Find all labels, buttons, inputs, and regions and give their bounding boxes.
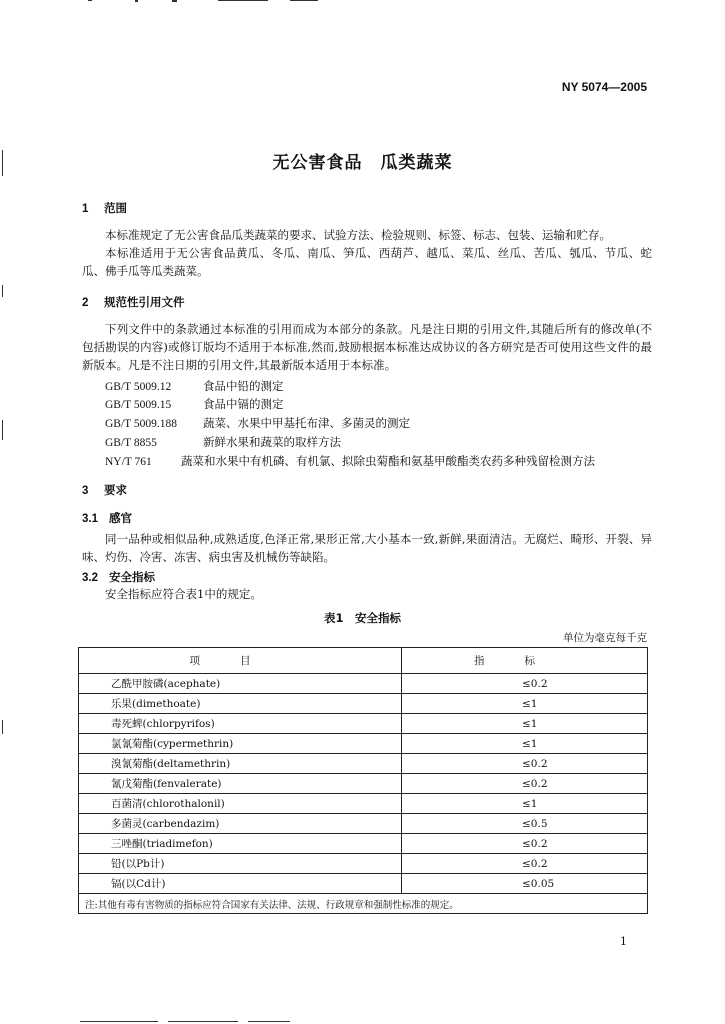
- table-cell-value: ≤0.05: [402, 874, 648, 894]
- table-note-row: [79, 894, 648, 914]
- reference-item: [105, 378, 284, 394]
- section-2-paragraph-1: 下列文件中的条款通过本标准的引用而成为本部分的条款。凡是注日期的引用文件,其随后所有的修改单(不包括勘误的内容)或修订版均不适用于本标准,然而,鼓励根据本标准达成协议的各方研究是否可使用这些文件的最新版本。凡是不注日期的引用文件,其最新版本适用于本标准。: [82, 322, 652, 372]
- section-3-number: 3: [82, 485, 89, 497]
- scan-mark-bottom-1: [80, 1021, 158, 1022]
- page-number: 1: [620, 935, 627, 948]
- reference-item: [105, 453, 595, 469]
- reference-code: GB/T 5009.188: [105, 418, 177, 430]
- table-cell-value: ≤0.2: [402, 774, 648, 794]
- table-cell-value: ≤0.2: [402, 754, 648, 774]
- section-3-1-heading: [82, 510, 132, 526]
- table-cell-item: 乙酰甲胺磷(acephate): [79, 674, 402, 694]
- section-2-number: 2: [82, 297, 89, 309]
- section-3-1-number: 3.1: [82, 513, 98, 525]
- table-cell-item: 溴氰菊酯(deltamethrin): [79, 754, 402, 774]
- scan-mark-bottom-2: [168, 1021, 238, 1022]
- column-header-item: 项目: [79, 648, 402, 674]
- reference-item: [105, 396, 284, 412]
- reference-item: [105, 434, 341, 450]
- table-row: [79, 774, 648, 794]
- table-row: [79, 714, 648, 734]
- reference-code: GB/T 5009.15: [105, 399, 172, 411]
- table-cell-item: 氯氰菊酯(cypermethrin): [79, 734, 402, 754]
- table-cell-value: ≤0.2: [402, 674, 648, 694]
- table-cell-item: 百菌清(chlorothalonil): [79, 794, 402, 814]
- table-row: [79, 734, 648, 754]
- table-cell-item: 铅(以Pb计): [79, 854, 402, 874]
- table-row: [79, 874, 648, 894]
- table-cell-item: 毒死蜱(chlorpyrifos): [79, 714, 402, 734]
- reference-title: 蔬菜、水果中甲基托布津、多菌灵的测定: [203, 416, 410, 430]
- table-cell-value: ≤1: [402, 694, 648, 714]
- table-row: [79, 754, 648, 774]
- section-1-heading: [82, 200, 127, 216]
- table-caption: 表1 安全指标: [323, 611, 401, 625]
- safety-indicator-table: [78, 647, 648, 914]
- table-cell-value: ≤1: [402, 794, 648, 814]
- reference-code: NY/T 761: [105, 456, 152, 468]
- table-row: [79, 854, 648, 874]
- table-row: [79, 794, 648, 814]
- reference-code: GB/T 5009.12: [105, 381, 172, 393]
- table-cell-value: ≤1: [402, 714, 648, 734]
- scan-mark-top-4: [218, 0, 268, 1]
- table-cell-item: 乐果(dimethoate): [79, 694, 402, 714]
- document-title: 无公害食品 瓜类蔬菜: [272, 153, 453, 173]
- section-3-title: 要求: [104, 483, 127, 497]
- column-header-value: 指标: [402, 648, 648, 674]
- table-row: [79, 694, 648, 714]
- section-1-paragraph-1: 本标准规定了无公害食品瓜类蔬菜的要求、试验方法、检验规则、标签、标志、包装、运输和贮存。: [105, 228, 611, 242]
- section-3-2-number: 3.2: [82, 572, 98, 584]
- reference-code: GB/T 8855: [105, 437, 157, 449]
- reference-title: 食品中铅的测定: [203, 379, 284, 393]
- reference-title: 食品中镉的测定: [203, 397, 284, 411]
- section-3-2-title: 安全指标: [109, 570, 155, 584]
- scan-mark-top-5: [290, 0, 318, 1]
- table-cell-value: ≤0.2: [402, 854, 648, 874]
- scan-mark-left-3: [2, 420, 3, 440]
- section-3-heading: [82, 482, 127, 498]
- scan-mark-top-1: [88, 0, 92, 1]
- section-1-number: 1: [82, 203, 89, 215]
- table-cell-item: 三唑酮(triadimefon): [79, 834, 402, 854]
- table-row: [79, 834, 648, 854]
- scan-mark-top-2: [135, 0, 138, 2]
- table-cell-value: ≤1: [402, 734, 648, 754]
- section-3-2-heading: [82, 569, 155, 585]
- table-cell-item: 氰戊菊酯(fenvalerate): [79, 774, 402, 794]
- table-cell-item: 镉(以Cd计): [79, 874, 402, 894]
- scan-mark-bottom-3: [248, 1021, 290, 1022]
- reference-item: [105, 415, 410, 431]
- reference-title: 新鲜水果和蔬菜的取样方法: [203, 435, 341, 449]
- table-cell-value: ≤0.5: [402, 814, 648, 834]
- scan-mark-top-3: [172, 0, 177, 2]
- table-cell-value: ≤0.2: [402, 834, 648, 854]
- table-row: [79, 674, 648, 694]
- table-header-row: [79, 648, 648, 674]
- section-1-paragraph-2: 本标准适用于无公害食品黄瓜、冬瓜、南瓜、笋瓜、西葫芦、越瓜、菜瓜、丝瓜、苦瓜、瓠瓜、节瓜、蛇瓜、佛手瓜等瓜类蔬菜。: [82, 246, 652, 278]
- scan-mark-left-4: [2, 720, 3, 734]
- section-2-heading: [82, 294, 185, 310]
- table-cell-item: 多菌灵(carbendazim): [79, 814, 402, 834]
- scan-mark-left-2: [2, 285, 3, 297]
- table-unit: 单位为毫克每千克: [563, 632, 647, 644]
- reference-title: 蔬菜和水果中有机磷、有机氯、拟除虫菊酯和氨基甲酸酯类农药多种残留检测方法: [181, 454, 595, 468]
- table-row: [79, 814, 648, 834]
- table-note: 注:其他有毒有害物质的指标应符合国家有关法律、法规、行政规章和强制性标准的规定。: [79, 894, 648, 914]
- section-3-1-paragraph: 同一品种或相似品种,成熟适度,色泽正常,果形正常,大小基本一致,新鲜,果面清洁。无腐烂、畸形、开裂、异味、灼伤、冷害、冻害、病虫害及机械伤等缺陷。: [82, 532, 652, 564]
- section-1-title: 范围: [104, 201, 127, 215]
- standard-number: NY 5074—2005: [561, 80, 647, 94]
- section-3-2-paragraph: 安全指标应符合表1中的规定。: [105, 587, 262, 601]
- section-3-1-title: 感官: [109, 511, 132, 525]
- section-2-title: 规范性引用文件: [104, 295, 185, 309]
